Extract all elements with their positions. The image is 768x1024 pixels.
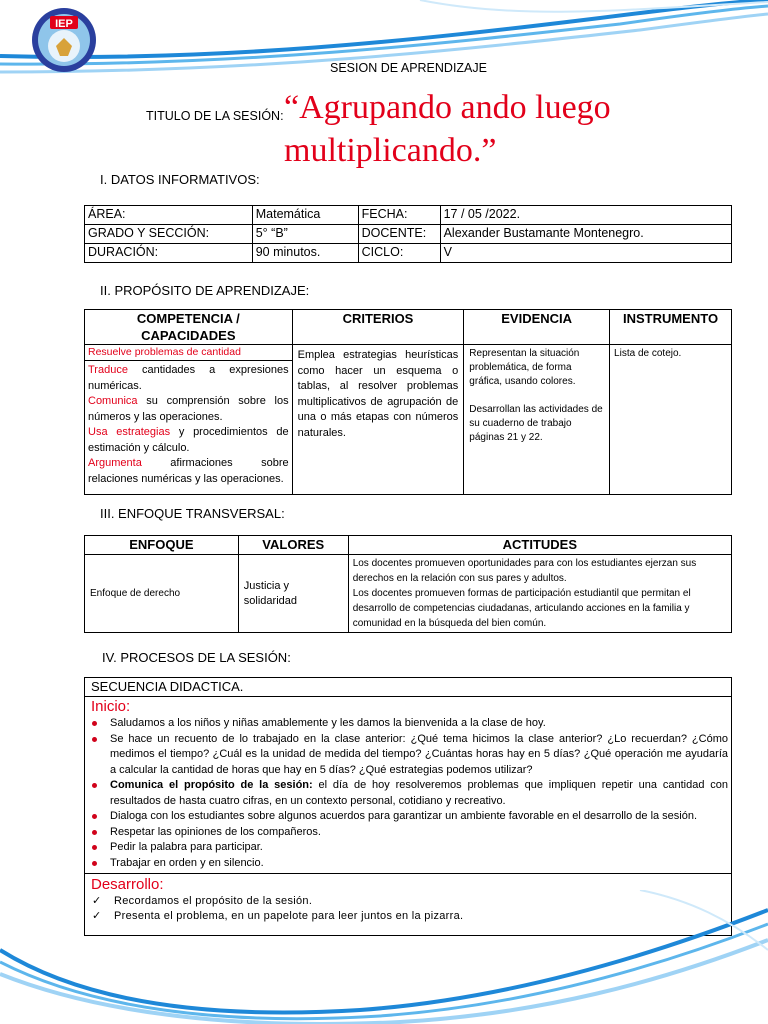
session-title-label: TITULO DE LA SESIÓN: [146,109,284,123]
capacidad-keyword: Traduce [88,364,128,376]
session-title-line2: multiplicando.” [284,132,497,169]
secuencia-header-row [85,678,732,697]
section-heading-proposito: II. PROPÓSITO DE APRENDIZAJE: [100,283,310,298]
datos-value: 90 minutos. [252,244,358,263]
desarrollo-item-text: Recordamos el propósito de la sesión. [114,895,313,907]
capacidad-text: afirmaciones sobre relaciones numéricas y las operaciones. [88,457,289,485]
school-crest-icon [30,6,98,74]
school-logo [30,6,98,74]
capacidad-item [88,394,289,425]
proposito-table [84,309,732,495]
inicio-item: Trabajar en orden y en silencio. [88,856,728,872]
inicio-item-comunica [88,778,728,809]
section-heading-enfoque: III. ENFOQUE TRANSVERSAL: [100,506,285,521]
datos-value: V [440,244,731,263]
capacidad-item [88,456,289,487]
section-heading-datos: I. DATOS INFORMATIVOS: [100,172,260,187]
datos-key: CICLO: [358,244,440,263]
datos-key: DURACIÓN: [85,244,253,263]
enfoque-header-row [85,536,732,555]
inicio-row [85,697,732,874]
proposito-header-row [85,310,732,345]
session-title-line1: “Agrupando ando luego [284,89,611,126]
secuencia-title: SECUENCIA DIDACTICA. [85,678,732,697]
header-evidencia: EVIDENCIA [464,310,610,345]
datos-row-duracion [85,244,732,263]
header-valores: VALORES [238,536,348,555]
actitud-1: Los docentes promueven oportunidades para con los estudiantes ejerzan sus derechos en la relación con sus pares y adultos. [352,558,697,584]
datos-row-grado [85,225,732,244]
evidencia-1: Representan la situación problemática, de forma gráfica, usando colores. [469,348,580,387]
checkmark-icon: ✓ [92,895,102,907]
datos-table [84,205,732,263]
criterios-cell: Emplea estrategias heurísticas como hacer un esquema o tablas, al resolver problemas multiplicativos de agrupación de una o más etapas con números naturales. [292,345,464,495]
capacidad-item [88,363,289,394]
desarrollo-row [85,874,732,936]
datos-key: DOCENTE: [358,225,440,244]
header-instrumento: INSTRUMENTO [610,310,732,345]
header-criterios: CRITERIOS [292,310,464,345]
enfoque-cell: Enfoque de derecho [85,555,239,633]
desarrollo-title: Desarrollo: [91,876,164,893]
desarrollo-item [88,894,728,909]
inicio-item: Saludamos a los niños y niñas amablemente y les damos la bienvenida a la clase de hoy. [88,716,728,732]
inicio-cell [85,697,732,874]
svg-text:IEP: IEP [55,18,73,30]
document-title: SESION DE APRENDIZAJE [330,61,487,75]
capacidad-text: y procedimientos de estimación y cálculo. [88,426,289,454]
comunica-text: el día de hoy resolveremos problemas que impliquen repetir una cantidad con resultados de hasta cuatro cifras, en un contexto personal, cotidiano y recreativo. [110,779,729,807]
section-heading-procesos: IV. PROCESOS DE LA SESIÓN: [102,650,291,665]
header-enfoque: ENFOQUE [85,536,239,555]
datos-row-area [85,206,732,225]
desarrollo-item-text: Presenta el problema, en un papelote para leer juntos en la pizarra. [114,910,464,922]
actitud-2: Los docentes promueven formas de participación estudiantil que permitan el desarrollo de competencias ciudadanas, articulando acciones en la familia y comunidad en la búsqueda del bien común. [352,588,691,629]
datos-value: Alexander Bustamante Montenegro. [440,225,731,244]
enfoque-table [84,535,732,633]
capacidad-keyword: Argumenta [88,457,142,469]
datos-value: Matemática [252,206,358,225]
instrumento-cell: Lista de cotejo. [610,345,732,495]
header-competencia: COMPETENCIA / CAPACIDADES [85,310,293,345]
competencia-title: Resuelve problemas de cantidad [85,345,292,361]
datos-key: ÁREA: [85,206,253,225]
header-actitudes: ACTITUDES [348,536,731,555]
evidencia-cell [464,345,610,495]
datos-value: 17 / 05 /2022. [440,206,731,225]
datos-value: 5° “B” [252,225,358,244]
procesos-table [84,677,732,936]
enfoque-content-row [85,555,732,633]
inicio-item: Se hace un recuento de lo trabajado en la clase anterior: ¿Qué tema hicimos la clase anterior? ¿Lo recuerdan? ¿Cómo medimos el tiempo? ¿Cuál es la unidad de medida del tiempo? ¿Cuántas horas hay en 5 días? ¿Qué operación me ayudaría a calcular la cantidad de horas que hay en 5 días? ¿Qué estrategias podemos utilizar? [88,732,728,779]
capacidad-keyword: Comunica [88,395,138,407]
comunica-label: Comunica el propósito de la sesión: [110,779,313,791]
capacidad-item [88,425,289,456]
actitudes-cell [348,555,731,633]
competencia-cell [85,345,293,495]
capacidades-list [85,361,292,489]
inicio-title: Inicio: [91,698,131,715]
inicio-item: Dialoga con los estudiantes sobre algunos acuerdos para garantizar un ambiente favorable en el desarrollo de la sesión. [88,809,728,825]
valores-cell: Justicia y solidaridad [238,555,348,633]
evidencia-2: Desarrollan las actividades de su cuaderno de trabajo páginas 21 y 22. [469,404,603,443]
inicio-item: Respetar las opiniones de los compañeros. [88,825,728,841]
desarrollo-item [88,909,728,924]
checkmark-icon: ✓ [92,910,102,922]
datos-key: GRADO Y SECCIÓN: [85,225,253,244]
proposito-content-row [85,345,732,495]
inicio-item: Pedir la palabra para participar. [88,840,728,856]
desarrollo-cell [85,874,732,936]
capacidad-text: cantidades a expresiones numéricas. [88,364,289,392]
datos-key: FECHA: [358,206,440,225]
capacidad-text: su comprensión sobre los números y las operaciones. [88,395,289,423]
capacidad-keyword: Usa estrategias [88,426,171,438]
